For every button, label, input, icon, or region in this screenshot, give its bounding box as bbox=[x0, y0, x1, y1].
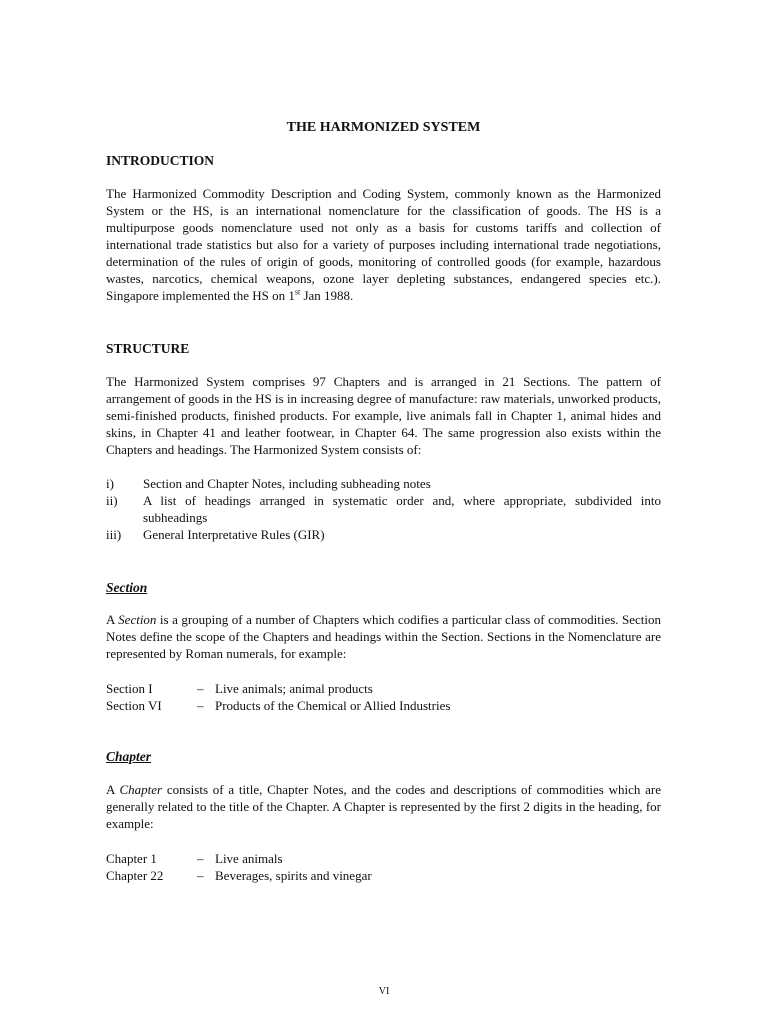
chapter-text: consists of a title, Chapter Notes, and the codes and descriptions of commodities which are generally related to the title of the Chapter. A Chapter is represented by the first 2 digits in the heading, for example: bbox=[106, 782, 661, 831]
list-item-text: Section and Chapter Notes, including subheading notes bbox=[143, 476, 431, 491]
introduction-text: The Harmonized Commodity Description and Coding System, commonly known as the Harmonized System or the HS, is an international nomenclature for the classification of goods. The HS is a multipurpose goods nomenclature used not only as a basis for customs tariffs and collection of international trade statistics but also for a variety of purposes including international trade negotiations, determination of the rules of origin of goods, monitoring of controlled goods (for example, hazardous wastes, narcotics, chemical weapons, ozone layer depleting substances, endangered species etc.). Singapore implemented the HS on 1 bbox=[106, 186, 661, 303]
example-dash: – bbox=[197, 868, 204, 883]
example-row bbox=[106, 680, 661, 697]
introduction-paragraph bbox=[106, 185, 661, 304]
example-row bbox=[106, 697, 661, 714]
list-item-number: i) bbox=[106, 476, 114, 491]
section-heading: Section bbox=[106, 580, 148, 595]
page-title: THE HARMONIZED SYSTEM bbox=[286, 120, 481, 135]
example-desc: Beverages, spirits and vinegar bbox=[215, 868, 372, 883]
list-item bbox=[106, 475, 661, 492]
section-term: Section bbox=[118, 612, 157, 627]
example-dash: – bbox=[197, 698, 204, 713]
example-key: Section VI bbox=[106, 698, 162, 713]
introduction-heading: INTRODUCTION bbox=[106, 153, 215, 168]
list-item bbox=[106, 526, 661, 543]
example-row bbox=[106, 867, 661, 884]
chapter-term: Chapter bbox=[119, 782, 163, 797]
chapter-lead: A bbox=[106, 782, 120, 797]
example-key: Section I bbox=[106, 681, 153, 696]
example-row bbox=[106, 850, 661, 867]
example-key: Chapter 22 bbox=[106, 868, 164, 883]
example-dash: – bbox=[197, 681, 204, 696]
section-paragraph bbox=[106, 611, 661, 662]
list-item bbox=[106, 492, 661, 526]
list-item-text: General Interpretative Rules (GIR) bbox=[143, 527, 325, 542]
example-desc: Products of the Chemical or Allied Industries bbox=[215, 698, 451, 713]
structure-paragraph: The Harmonized System comprises 97 Chapters and is arranged in 21 Sections. The pattern of arrangement of goods in the HS is in increasing degree of manufacture: raw materials, unworked products, semi-finished products, finished products. For example, live animals fall in Chapter 1, animal hides and skins, in Chapter 41 and leather footwear, in Chapter 64. The same progression also exists within the Chapters and headings. The Harmonized System consists of: bbox=[106, 374, 661, 457]
page-number: VI bbox=[378, 986, 390, 997]
structure-heading: STRUCTURE bbox=[106, 341, 190, 356]
example-desc: Live animals bbox=[215, 851, 283, 866]
section-lead: A bbox=[106, 612, 119, 627]
chapter-examples bbox=[106, 850, 661, 884]
example-dash: – bbox=[197, 851, 204, 866]
list-item-number: iii) bbox=[106, 527, 122, 542]
chapter-paragraph bbox=[106, 781, 661, 832]
example-key: Chapter 1 bbox=[106, 851, 157, 866]
ordinal-suffix: st bbox=[294, 287, 301, 297]
chapter-heading: Chapter bbox=[106, 749, 152, 764]
structure-list bbox=[106, 475, 661, 543]
introduction-text-end: Jan 1988. bbox=[300, 288, 354, 303]
list-item-number: ii) bbox=[106, 493, 118, 508]
section-text: is a grouping of a number of Chapters which codifies a particular class of commodities. Section Notes define the scope of the Chapters and headings within the Section. Sections in the Nomenclature are represented by Roman numerals, for example: bbox=[106, 612, 662, 661]
section-examples bbox=[106, 680, 661, 714]
list-item-text: A list of headings arranged in systematic order and, where appropriate, subdivided into subheadings bbox=[143, 493, 661, 525]
example-desc: Live animals; animal products bbox=[215, 681, 373, 696]
